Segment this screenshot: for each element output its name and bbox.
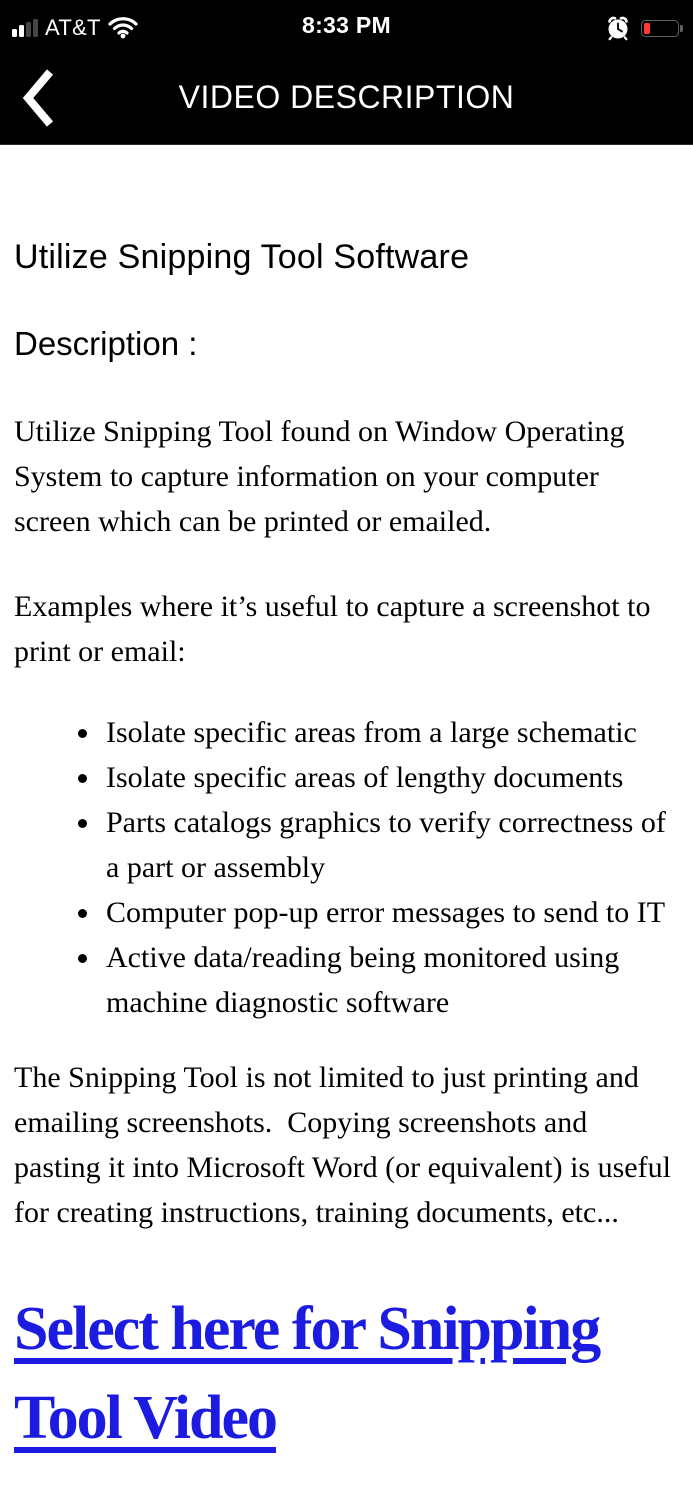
video-description-content[interactable] <box>0 235 693 1463</box>
link-line-1: Select here for Snipping <box>14 1295 600 1363</box>
link-line-2: Tool Video <box>14 1384 276 1452</box>
nav-bar <box>0 50 693 145</box>
snipping-tool-video-link[interactable] <box>14 1285 679 1463</box>
status-bar <box>0 0 693 50</box>
description-label: Description : <box>14 325 198 362</box>
carrier-label: AT&T <box>45 15 101 40</box>
examples-bullet-list <box>14 710 679 1025</box>
app-header <box>0 0 693 145</box>
battery-level-fill <box>644 23 650 34</box>
clock-time: 8:33 PM <box>301 12 392 38</box>
description-paragraph-3: The Snipping Tool is not limited to just printing and emailing screenshots. Copying screenshots and pasting it into Microsoft Word (or equivalent) is useful for creating instructions, training documents, etc... <box>14 1061 679 1229</box>
description-paragraph-2: Examples where it’s useful to capture a screenshot to print or email: <box>14 590 658 668</box>
description-paragraph-1: Utilize Snipping Tool found on Window Operating System to capture information on your computer screen which can be printed or emailed. <box>14 415 633 538</box>
battery-icon <box>641 20 679 37</box>
list-item: • Isolate specific areas from a large schematic <box>102 710 679 755</box>
list-item: • Parts catalogs graphics to verify correctness of a part or assembly <box>102 800 679 890</box>
chevron-left-icon <box>20 68 56 128</box>
back-button[interactable] <box>10 64 66 132</box>
list-item: • Isolate specific areas of lengthy documents <box>102 755 679 800</box>
list-item: • Computer pop-up error messages to send to IT <box>102 890 679 935</box>
page-title: VIDEO DESCRIPTION <box>178 79 515 115</box>
document-heading: Utilize Snipping Tool Software <box>14 238 470 276</box>
list-item: • Active data/reading being monitored using machine diagnostic software <box>102 935 679 1025</box>
